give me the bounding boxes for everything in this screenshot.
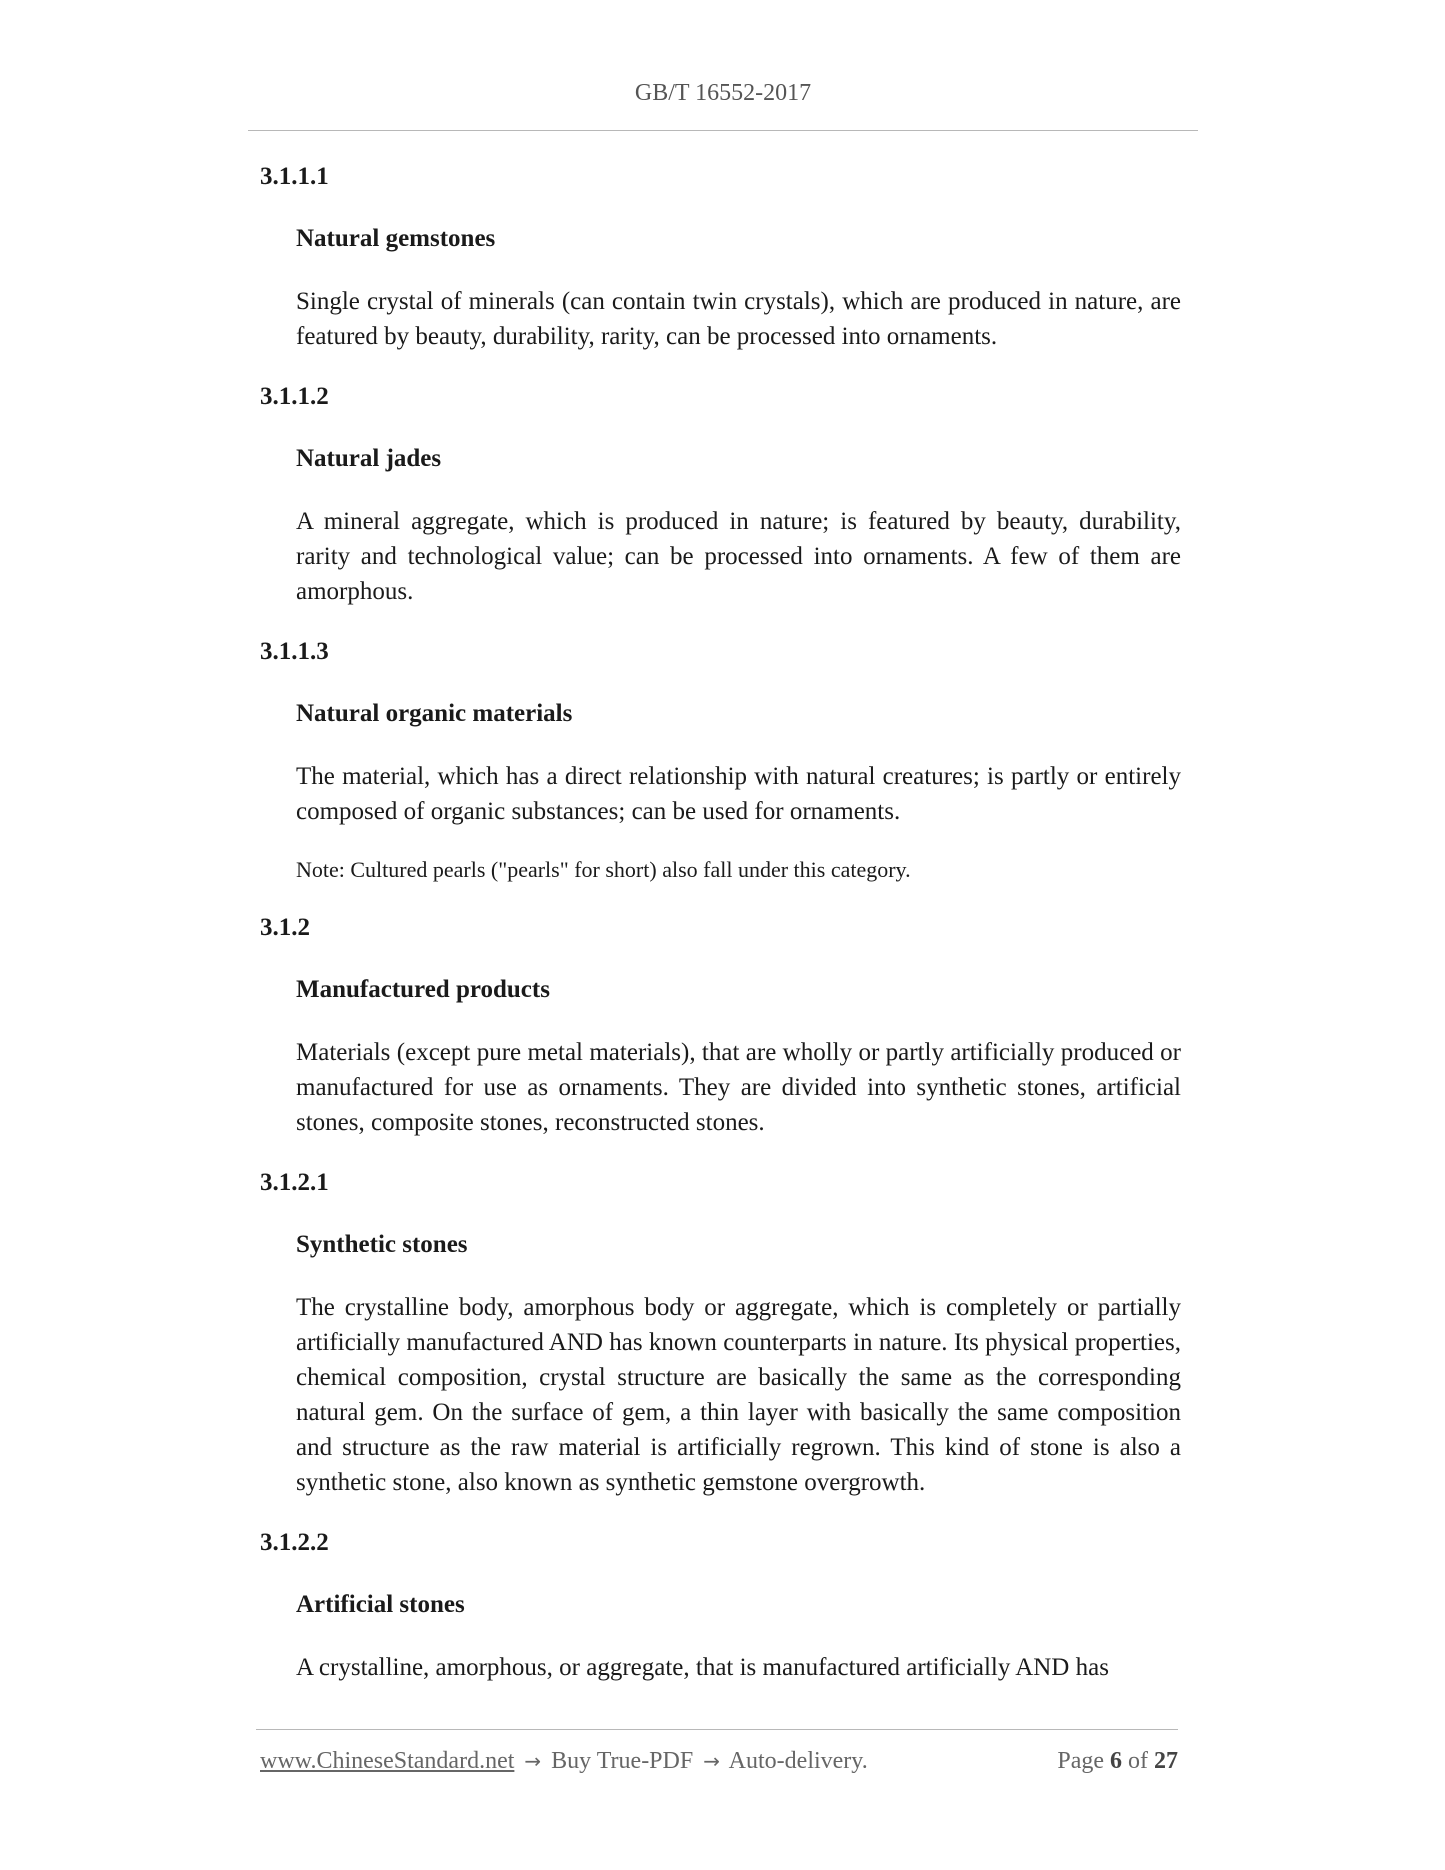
term-heading: Natural organic materials [296,700,573,727]
buy-text: Buy True-PDF [551,1748,694,1774]
page-current: 6 [1110,1748,1122,1774]
section-number: 3.1.2.2 [260,1529,329,1556]
term-definition: Single crystal of minerals (can contain twin crystals), which are produced in nature, are featured by beauty, durability, rarity, can be processed into ornaments. [296,288,1181,350]
page-label: Page [1057,1748,1104,1774]
document-body [260,160,1210,1711]
term-heading: Manufactured products [296,976,550,1003]
section-number: 3.1.1.3 [260,638,329,665]
page-of-label: of [1128,1748,1148,1774]
site-link[interactable]: www.ChineseStandard.net [260,1748,515,1774]
section-3-1-2-2 [260,1526,1210,1685]
section-number: 3.1.2.1 [260,1169,329,1196]
header-divider [248,130,1198,131]
term-definition: Materials (except pure metal materials), that are wholly or partly artificially produced or manufactured for use as ornaments. They are divided into synthetic stones, artificial stones, composite stones, reconstructed stones. [296,1039,1181,1136]
delivery-text: Auto-delivery. [728,1748,868,1774]
term-note: Note: Cultured pearls ("pearls" for short) also fall under this category. [296,857,911,882]
term-heading: Artificial stones [296,1591,465,1618]
section-3-1-1-3 [260,635,1210,885]
arrow-right-icon: → [524,1749,542,1773]
section-3-1-1-2 [260,380,1210,609]
section-number: 3.1.1.2 [260,383,329,410]
term-definition: A crystalline, amorphous, or aggregate, that is manufactured artificially AND has [296,1654,1109,1681]
term-definition: The crystalline body, amorphous body or aggregate, which is completely or partially artificially manufactured AND has known counterparts in nature. Its physical properties, chemical composition, crystal structure are basically the same as the corresponding natural gem. On the surface of gem, a thin layer with basically the same composition and structure as the raw material is artificially regrown. This kind of stone is also a synthetic stone, also known as synthetic gemstone overgrowth. [296,1294,1181,1496]
footer-promo [260,1748,868,1775]
section-number: 3.1.2 [260,914,310,941]
section-3-1-2-1 [260,1166,1210,1500]
arrow-right-icon: → [703,1749,720,1773]
term-definition: A mineral aggregate, which is produced in nature; is featured by beauty, durability, rarity and technological value; can be processed into ornaments. A few of them are amorphous. [296,508,1181,605]
term-heading: Natural jades [296,445,442,472]
footer-divider [256,1729,1178,1730]
term-definition: The material, which has a direct relationship with natural creatures; is partly or entirely composed of organic substances; can be used for ornaments. [296,763,1181,825]
page-indicator [1057,1748,1178,1775]
page-header: GB/T 16552-2017 [634,80,812,106]
page-total: 27 [1154,1748,1178,1774]
section-3-1-2 [260,911,1210,1140]
term-heading: Synthetic stones [296,1231,468,1258]
section-3-1-1-1 [260,160,1210,354]
section-number: 3.1.1.1 [260,163,329,190]
term-heading: Natural gemstones [296,225,496,252]
